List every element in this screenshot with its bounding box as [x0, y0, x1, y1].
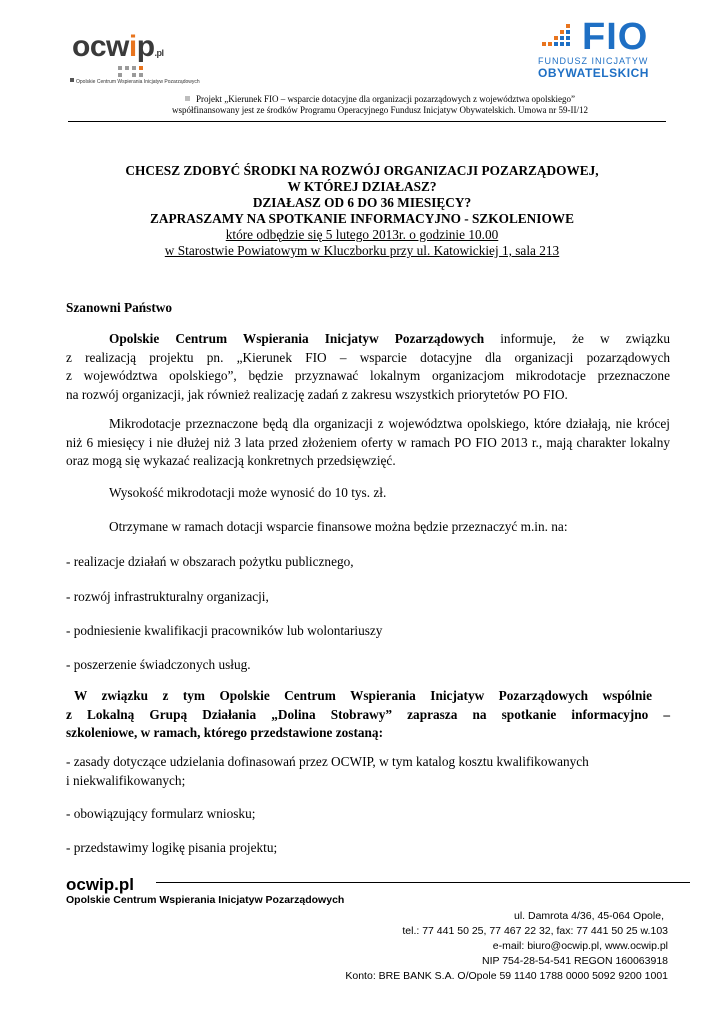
- greeting: Szanowni Państwo: [66, 300, 173, 315]
- fio-subtitle-1: FUNDUSZ INICJATYW: [538, 56, 649, 66]
- fio-subtitle-2: OBYWATELSKICH: [538, 66, 649, 80]
- paragraph-3: Wysokość mikrodotacji może wynosić do 10 tys. zł.: [109, 485, 387, 500]
- footer-nip: NIP 754-28-54-541 REGON 160063918: [481, 955, 668, 967]
- title-line-2: W KTÓREJ DZIAŁASZ?: [287, 179, 437, 194]
- paragraph-4: Otrzymane w ramach dotacji wsparcie finansowe można będzie przeznaczyć m.in. na:: [109, 519, 568, 534]
- ocwip-subtitle: Opolskie Centrum Wspierania Inicjatyw Pozarządowych: [70, 78, 200, 85]
- paragraph-2: Mikrodotacje przeznaczone będą dla organizacji z województwa opolskiego, które działają, nie krócej niż 6 miesięcy i nie dłużej niż 3 lata przed złożeniem oferty w ramach PO FIO 2013 r., mają charakter lokalny oraz mogą się wykazać realizacją konkretnych przedsięwzięć.: [66, 416, 670, 468]
- ocwip-logo: [70, 28, 230, 88]
- footer-org-name: Opolskie Centrum Wspierania Inicjatyw Pozarządowych: [66, 894, 345, 906]
- footer-address: ul. Damrota 4/36, 45-064 Opole,: [513, 910, 664, 922]
- title-block: [40, 163, 684, 259]
- list-item: - zasady dotyczące udzielania dofinasowań przez OCWIP, w tym katalog kosztu kwalifikowanych i niekwalifikowanych;: [66, 754, 589, 788]
- title-line-3: DZIAŁASZ OD 6 DO 36 MIESIĘCY?: [252, 195, 472, 210]
- footer-account: Konto: BRE BANK S.A. O/Opole 59 1140 1788 0000 5092 9200 1001: [345, 970, 668, 982]
- ocwip-wordmark: ocwip.pl: [72, 30, 164, 63]
- fio-wordmark: FIO: [582, 16, 649, 58]
- list-item: - rozwój infrastrukturalny organizacji,: [66, 589, 269, 604]
- footer-contact: [345, 909, 668, 984]
- list-item: - poszerzenie świadczonych usług.: [66, 657, 251, 672]
- fio-logo: [532, 16, 662, 88]
- list-item: - podniesienie kwalifikacji pracowników lub wolontariuszy: [66, 623, 383, 638]
- org-name: Opolskie Centrum Wspierania Inicjatyw Pozarządowych: [109, 331, 485, 346]
- list-item: - obowiązujący formularz wniosku;: [66, 806, 256, 821]
- event-location: w Starostwie Powiatowym w Kluczborku przy ul. Katowickiej 1, sala 213: [164, 243, 560, 258]
- project-info: [120, 94, 640, 116]
- project-line-1: Projekt „Kierunek FIO – wsparcie dotacyjne dla organizacji pozarządowych z województwa opolskiego”: [196, 94, 575, 104]
- header-divider: [68, 121, 666, 122]
- title-line-4: ZAPRASZAMY NA SPOTKANIE INFORMACYJNO - SZKOLENIOWE: [150, 211, 574, 226]
- footer-divider: [156, 882, 690, 883]
- footer-phone: tel.: 77 441 50 25, 77 467 22 32, fax: 77 441 50 25 w.103: [402, 925, 668, 937]
- list-item: - przedstawimy logikę pisania projektu;: [66, 840, 278, 855]
- list-item: - realizacje działań w obszarach pożytku publicznego,: [66, 554, 354, 569]
- paragraph-1: Opolskie Centrum Wspierania Inicjatyw Pozarządowych informuje, że w związku z realizacją projektu pn. „Kierunek FIO – wsparcie dotacyjne dla organizacji pozarządowych z województwa opolskiego”, będzie przyznawać lokalnym organizacjom mikrodotacje przeznaczone na rozwój organizacji, jak również realizację zadań z zakresu wszystkich priorytetów PO FIO.: [66, 331, 670, 402]
- event-date: które odbędzie się 5 lutego 2013r. o godzinie 10.00: [225, 227, 499, 242]
- title-line-1: CHCESZ ZDOBYĆ ŚRODKI NA ROZWÓJ ORGANIZACJI POZARZĄDOWEJ,: [125, 163, 599, 178]
- footer-brand: ocwip.pl: [66, 875, 134, 894]
- project-line-2: współfinansowany jest ze środków Programu Operacyjnego Fundusz Inicjatyw Obywatelskich. Umowa nr 59-II/12: [172, 105, 588, 115]
- paragraph-5: W związku z tym Opolskie Centrum Wspierania Inicjatyw Pozarządowych wspólnie z Lokalną Grupą Działania „Dolina Stobrawy” zaprasza na spotkanie informacyjno – szkoleniowe, w ramach, którego przedstawione zostaną:: [66, 688, 670, 740]
- footer-email: e-mail: biuro@ocwip.pl, www.ocwip.pl: [492, 940, 668, 952]
